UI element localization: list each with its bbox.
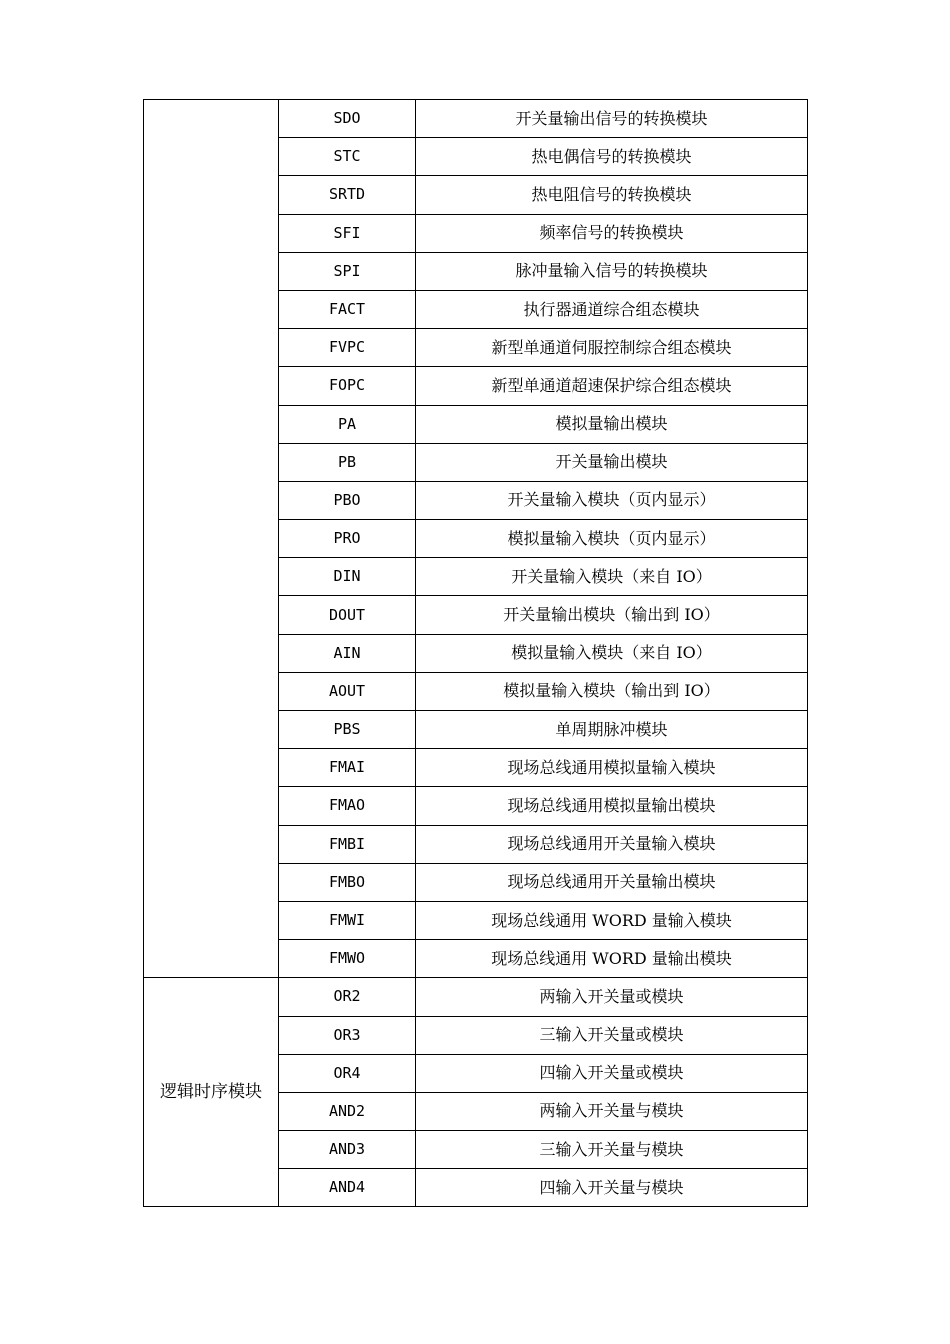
module-description-cell: 执行器通道综合组态模块: [416, 290, 808, 328]
module-table: [143, 99, 808, 1207]
module-description-cell: 开关量输入模块（页内显示）: [416, 481, 808, 519]
module-description-cell: 三输入开关量与模块: [416, 1131, 808, 1169]
module-description-cell: 两输入开关量与模块: [416, 1092, 808, 1130]
module-code-cell: FMWO: [279, 940, 416, 978]
module-description-cell: 模拟量输入模块（来自 IO）: [416, 634, 808, 672]
module-code-cell: STC: [279, 138, 416, 176]
module-description-cell: 两输入开关量或模块: [416, 978, 808, 1016]
module-code-cell: SRTD: [279, 176, 416, 214]
module-code-cell: FACT: [279, 290, 416, 328]
module-code-cell: FOPC: [279, 367, 416, 405]
module-description-cell: 热电阻信号的转换模块: [416, 176, 808, 214]
module-description-cell: 开关量输出模块: [416, 443, 808, 481]
module-description-cell: 四输入开关量与模块: [416, 1169, 808, 1207]
module-description-cell: 现场总线通用开关量输出模块: [416, 863, 808, 901]
module-code-cell: DIN: [279, 558, 416, 596]
module-code-cell: AOUT: [279, 672, 416, 710]
table-row: [144, 978, 808, 1016]
table-row: [144, 100, 808, 138]
module-description-cell: 新型单通道伺服控制综合组态模块: [416, 329, 808, 367]
module-code-cell: PRO: [279, 520, 416, 558]
module-description-cell: 现场总线通用 WORD 量输入模块: [416, 901, 808, 939]
module-description-cell: 现场总线通用开关量输入模块: [416, 825, 808, 863]
module-description-cell: 脉冲量输入信号的转换模块: [416, 252, 808, 290]
module-code-cell: AIN: [279, 634, 416, 672]
module-code-cell: FVPC: [279, 329, 416, 367]
module-code-cell: SFI: [279, 214, 416, 252]
module-code-cell: AND2: [279, 1092, 416, 1130]
module-code-cell: OR3: [279, 1016, 416, 1054]
module-code-cell: SDO: [279, 100, 416, 138]
module-code-cell: FMBI: [279, 825, 416, 863]
module-description-cell: 开关量输入模块（来自 IO）: [416, 558, 808, 596]
module-table-body: [144, 100, 808, 1207]
module-description-cell: 开关量输出信号的转换模块: [416, 100, 808, 138]
module-description-cell: 四输入开关量或模块: [416, 1054, 808, 1092]
module-code-cell: PBS: [279, 711, 416, 749]
module-description-cell: 现场总线通用模拟量输出模块: [416, 787, 808, 825]
module-description-cell: 热电偶信号的转换模块: [416, 138, 808, 176]
module-code-cell: FMBO: [279, 863, 416, 901]
module-description-cell: 三输入开关量或模块: [416, 1016, 808, 1054]
module-code-cell: PB: [279, 443, 416, 481]
module-description-cell: 开关量输出模块（输出到 IO）: [416, 596, 808, 634]
module-code-cell: DOUT: [279, 596, 416, 634]
module-code-cell: FMAI: [279, 749, 416, 787]
group-label-cell: 逻辑时序模块: [144, 978, 279, 1207]
module-code-cell: OR2: [279, 978, 416, 1016]
module-code-cell: SPI: [279, 252, 416, 290]
module-description-cell: 模拟量输出模块: [416, 405, 808, 443]
module-description-cell: 频率信号的转换模块: [416, 214, 808, 252]
module-description-cell: 模拟量输入模块（页内显示）: [416, 520, 808, 558]
module-description-cell: 单周期脉冲模块: [416, 711, 808, 749]
module-code-cell: AND3: [279, 1131, 416, 1169]
module-description-cell: 现场总线通用模拟量输入模块: [416, 749, 808, 787]
module-description-cell: 现场总线通用 WORD 量输出模块: [416, 940, 808, 978]
group-label-cell: [144, 100, 279, 978]
module-code-cell: FMAO: [279, 787, 416, 825]
module-code-cell: FMWI: [279, 901, 416, 939]
module-code-cell: AND4: [279, 1169, 416, 1207]
module-description-cell: 新型单通道超速保护综合组态模块: [416, 367, 808, 405]
module-code-cell: PA: [279, 405, 416, 443]
module-code-cell: OR4: [279, 1054, 416, 1092]
module-code-cell: PBO: [279, 481, 416, 519]
module-description-cell: 模拟量输入模块（输出到 IO）: [416, 672, 808, 710]
